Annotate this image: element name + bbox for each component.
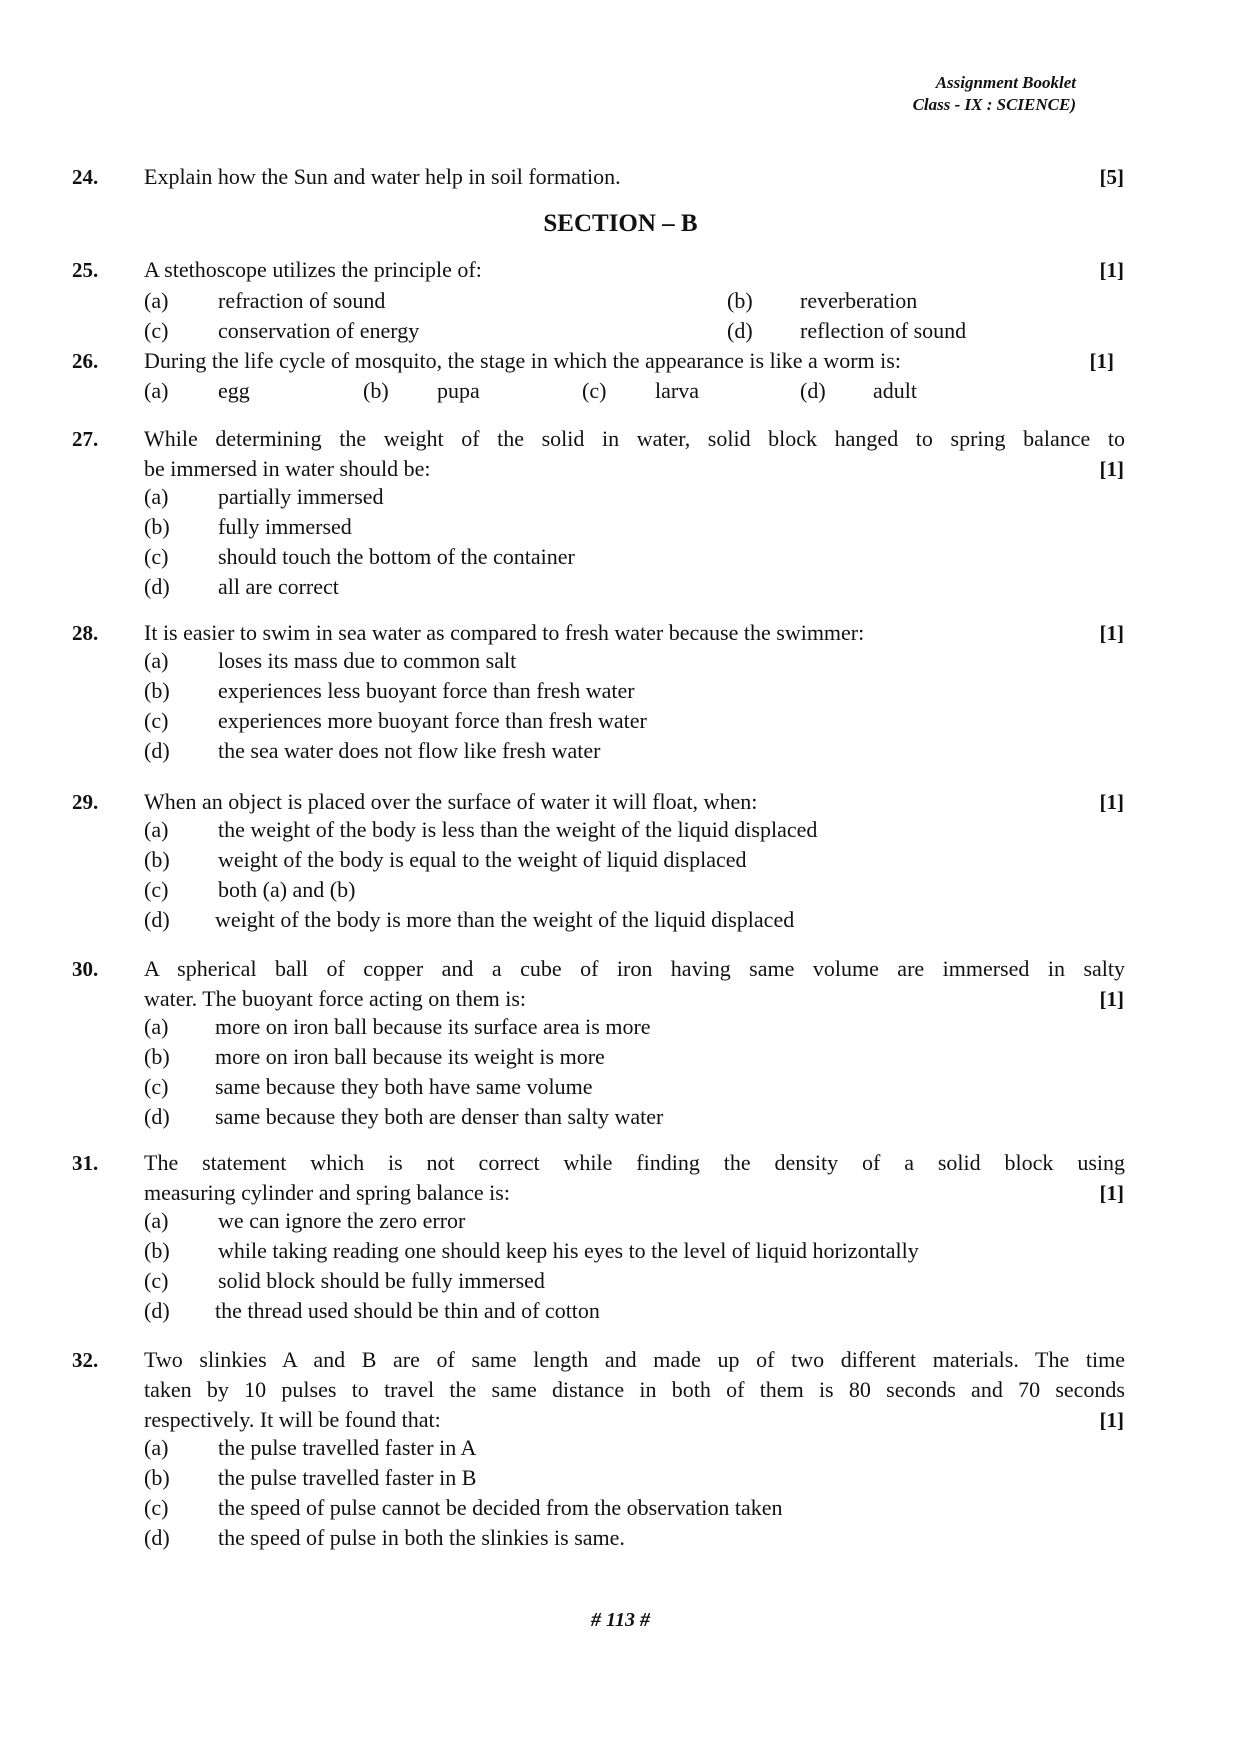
question-marks: [1] xyxy=(1089,349,1114,373)
option-label: (d) xyxy=(144,1298,170,1323)
option-text: while taking reading one should keep his eyes to the level of liquid horizontally xyxy=(218,1238,919,1263)
option-text: adult xyxy=(873,378,917,403)
option-text: experiences less buoyant force than fresh water xyxy=(218,678,635,703)
question-text-line: taken by 10 pulses to travel the same distance in both of them is 80 seconds and 70 seconds xyxy=(144,1377,1125,1402)
option-text: all are correct xyxy=(218,574,339,599)
question-text-line: water. The buoyant force acting on them is: xyxy=(144,986,527,1011)
question-text: A stethoscope utilizes the principle of: xyxy=(144,257,482,282)
option-label: (c) xyxy=(582,378,607,403)
question-marks: [1] xyxy=(1099,1181,1124,1205)
option-label: (b) xyxy=(144,514,170,539)
option-label: (c) xyxy=(144,1074,169,1099)
question-marks: [1] xyxy=(1099,258,1124,282)
option-label: (b) xyxy=(727,288,753,313)
option-label: (b) xyxy=(144,1465,170,1490)
question-number: 29. xyxy=(72,790,99,814)
option-label: (a) xyxy=(144,648,169,673)
option-label: (a) xyxy=(144,378,169,403)
question-number: 25. xyxy=(72,258,99,282)
option-label: (a) xyxy=(144,1014,169,1039)
option-text: reflection of sound xyxy=(800,318,967,343)
option-label: (d) xyxy=(144,1525,170,1550)
option-text: more on iron ball because its weight is more xyxy=(215,1044,605,1069)
option-text: experiences more buoyant force than fresh water xyxy=(218,708,647,733)
question-text-line: be immersed in water should be: xyxy=(144,456,431,481)
option-text: more on iron ball because its surface area is more xyxy=(215,1014,651,1039)
question-text-line: measuring cylinder and spring balance is: xyxy=(144,1180,510,1205)
question-marks: [1] xyxy=(1099,987,1124,1011)
option-label: (d) xyxy=(144,738,170,763)
page-number: # 113 # xyxy=(591,1609,650,1631)
option-text: solid block should be fully immersed xyxy=(218,1268,545,1293)
question-text: It is easier to swim in sea water as compared to fresh water because the swimmer: xyxy=(144,620,865,645)
option-label: (b) xyxy=(363,378,389,403)
option-text: egg xyxy=(218,378,250,403)
option-label: (d) xyxy=(144,907,170,932)
question-text xyxy=(144,1148,1125,1208)
section-title: SECTION – B xyxy=(543,210,698,237)
question-text-line: A spherical ball of copper and a cube of iron having same volume are immersed in salty xyxy=(144,956,1125,981)
option-label: (b) xyxy=(144,678,170,703)
question-text: During the life cycle of mosquito, the stage in which the appearance is like a worm is: xyxy=(144,348,901,373)
option-text: we can ignore the zero error xyxy=(218,1208,466,1233)
option-text: the sea water does not flow like fresh water xyxy=(218,738,601,763)
option-label: (a) xyxy=(144,288,169,313)
option-label: (c) xyxy=(144,318,169,343)
option-text: reverberation xyxy=(800,288,918,313)
option-text: pupa xyxy=(437,378,480,403)
option-label: (a) xyxy=(144,484,169,509)
option-label: (b) xyxy=(144,847,170,872)
option-text: conservation of energy xyxy=(218,318,420,343)
option-label: (c) xyxy=(144,1268,169,1293)
page-header xyxy=(913,72,1076,116)
question-number: 31. xyxy=(72,1151,99,1175)
option-text: the pulse travelled faster in B xyxy=(218,1465,477,1490)
question-marks: [1] xyxy=(1099,621,1124,645)
question-text: When an object is placed over the surface of water it will float, when: xyxy=(144,789,758,814)
header-booklet-title: Assignment Booklet xyxy=(935,73,1076,92)
question-number: 32. xyxy=(72,1348,99,1372)
option-label: (c) xyxy=(144,544,169,569)
option-label: (b) xyxy=(144,1044,170,1069)
option-text: refraction of sound xyxy=(218,288,386,313)
option-text: the pulse travelled faster in A xyxy=(218,1435,477,1460)
option-text: larva xyxy=(655,378,699,403)
question-text-line: While determining the weight of the solid in water, solid block hanged to spring balance to xyxy=(144,426,1125,451)
option-text: both (a) and (b) xyxy=(218,877,356,902)
option-text: fully immersed xyxy=(218,514,352,539)
question-marks: [1] xyxy=(1099,457,1124,481)
question-marks: [1] xyxy=(1099,790,1124,814)
option-text: the weight of the body is less than the weight of the liquid displaced xyxy=(218,817,818,842)
option-text: the speed of pulse in both the slinkies is same. xyxy=(218,1525,625,1550)
option-text: weight of the body is equal to the weight of liquid displaced xyxy=(218,847,747,872)
option-label: (d) xyxy=(144,1104,170,1129)
question-text xyxy=(144,1345,1125,1435)
option-label: (c) xyxy=(144,1495,169,1520)
option-label: (b) xyxy=(144,1238,170,1263)
option-text: loses its mass due to common salt xyxy=(218,648,517,673)
option-label: (d) xyxy=(727,318,753,343)
option-label: (a) xyxy=(144,1435,169,1460)
question-number: 28. xyxy=(72,621,99,645)
option-text: weight of the body is more than the weight of the liquid displaced xyxy=(215,907,795,932)
option-text: same because they both are denser than salty water xyxy=(215,1104,664,1129)
option-label: (c) xyxy=(144,877,169,902)
option-label: (d) xyxy=(144,574,170,599)
question-text-line: The statement which is not correct while finding the density of a solid block using xyxy=(144,1150,1125,1175)
question-text xyxy=(144,424,1125,484)
option-text: same because they both have same volume xyxy=(215,1074,593,1099)
question-marks: [1] xyxy=(1099,1408,1124,1432)
question-number: 24. xyxy=(72,165,99,189)
option-text: should touch the bottom of the container xyxy=(218,544,575,569)
question-number: 27. xyxy=(72,427,99,451)
option-text: partially immersed xyxy=(218,484,384,509)
header-class-subject: Class - IX : SCIENCE) xyxy=(912,95,1076,114)
question-text-line: respectively. It will be found that: xyxy=(144,1407,441,1432)
option-label: (c) xyxy=(144,708,169,733)
option-text: the thread used should be thin and of cotton xyxy=(215,1298,600,1323)
option-label: (d) xyxy=(800,378,826,403)
option-text: the speed of pulse cannot be decided from the observation taken xyxy=(218,1495,783,1520)
question-marks: [5] xyxy=(1099,165,1124,189)
question-text: Explain how the Sun and water help in soil formation. xyxy=(144,164,621,189)
option-label: (a) xyxy=(144,1208,169,1233)
question-text-line: Two slinkies A and B are of same length and made up of two different materials. The time xyxy=(144,1347,1125,1372)
question-number: 30. xyxy=(72,957,99,981)
question-text xyxy=(144,954,1125,1014)
option-label: (a) xyxy=(144,817,169,842)
question-number: 26. xyxy=(72,349,99,373)
